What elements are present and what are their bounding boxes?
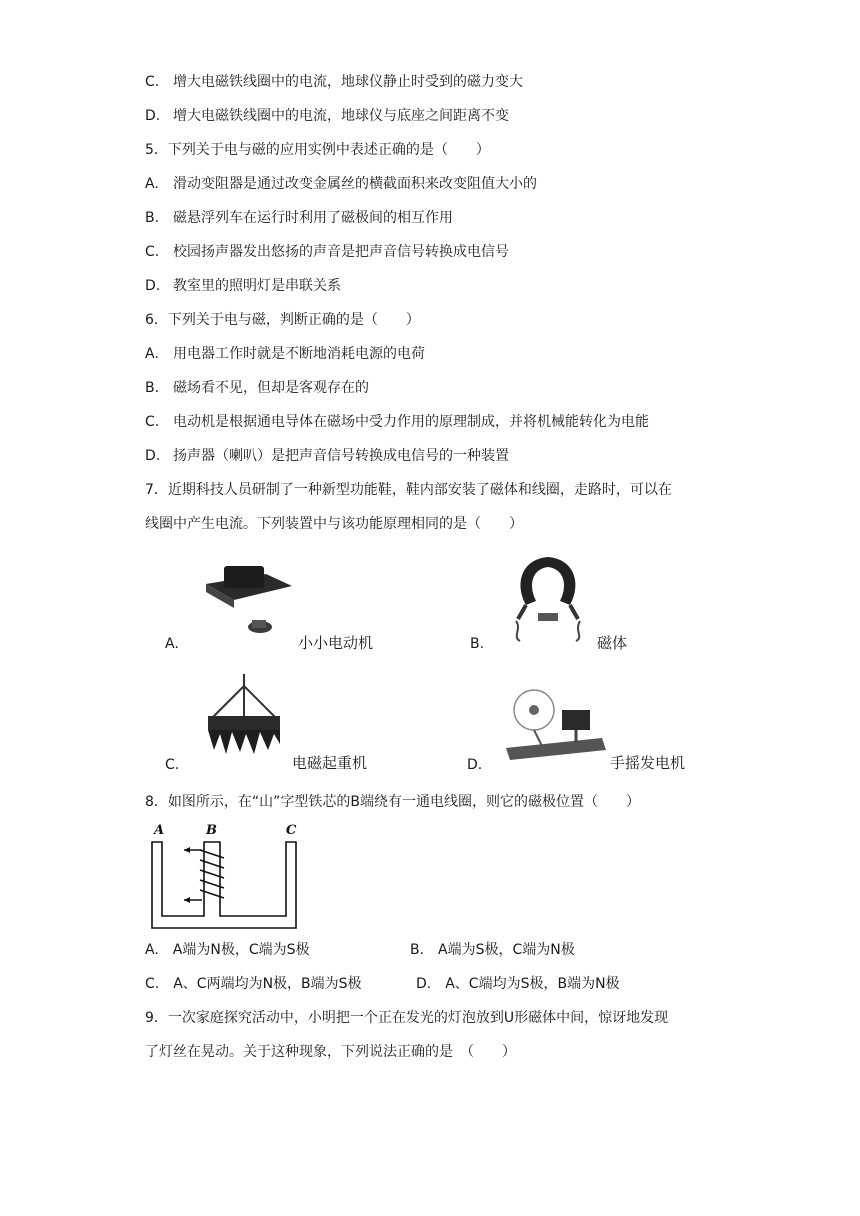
q9-stem-line2: 了灯丝在晃动。关于这种现象，下列说法正确的是 （ ） [145, 1044, 516, 1060]
q7-choice-b-caption: 磁体 [597, 634, 628, 652]
q8-option-d: D. A、C端均为S极，B端为N极 [416, 976, 620, 992]
q7-choice-a-letter: A. [165, 636, 179, 652]
e-shaped-core-diagram [140, 820, 310, 932]
q6-option-b: B. 磁场看不见，但却是客观存在的 [145, 380, 369, 396]
generator-image [502, 686, 608, 766]
q7-stem-line1: 7．近期科技人员研制了一种新型功能鞋，鞋内部安装了磁体和线圈，走路时，可以在 [145, 482, 672, 498]
q4-option-c: C. 增大电磁铁线圈中的电流，地球仪静止时受到的磁力变大 [145, 74, 523, 90]
crane-image [200, 670, 288, 762]
q7-choice-a-caption: 小小电动机 [298, 634, 374, 652]
label-c: C [286, 823, 297, 838]
q8-stem: 8．如图所示，在“山”字型铁芯的B端绕有一通电线圈，则它的磁极位置（ ） [145, 794, 641, 810]
q6-option-d: D. 扬声器（喇叭）是把声音信号转换成电信号的一种装置 [145, 448, 509, 464]
q7-choice-d-letter: D. [467, 757, 483, 773]
q7-choice-d-caption: 手摇发电机 [610, 754, 686, 772]
q7-choice-c-caption: 电磁起重机 [292, 754, 368, 772]
q5-option-b: B. 磁悬浮列车在运行时利用了磁极间的相互作用 [145, 210, 453, 226]
q5-option-a: A. 滑动变阻器是通过改变金属丝的横截面积来改变阻值大小的 [145, 176, 537, 192]
q5-option-c: C. 校园扬声器发出悠扬的声音是把声音信号转换成电信号 [145, 244, 509, 260]
q9-stem-line1: 9．一次家庭探究活动中，小明把一个正在发光的灯泡放到U形磁体中间，惊讶地发现 [145, 1010, 669, 1026]
q8-option-b: B. A端为S极，C端为N极 [410, 942, 575, 958]
q8-option-a: A. A端为N极，C端为S极 [145, 942, 310, 958]
q5-option-d: D. 教室里的照明灯是串联关系 [145, 278, 341, 294]
label-b: B [206, 823, 217, 838]
q8-option-c: C. A、C两端均为N极，B端为S极 [145, 976, 362, 992]
q5-stem: 5．下列关于电与磁的应用实例中表述正确的是（ ） [145, 142, 490, 158]
q4-option-d: D. 增大电磁铁线圈中的电流，地球仪与底座之间距离不变 [145, 108, 509, 124]
label-a: A [154, 823, 165, 838]
q6-option-a: A. 用电器工作时就是不断地消耗电源的电荷 [145, 346, 425, 362]
q7-choice-b-letter: B. [470, 636, 485, 652]
q7-choice-c-letter: C. [165, 757, 180, 773]
q6-option-c: C. 电动机是根据通电导体在磁场中受力作用的原理制成，并将机械能转化为电能 [145, 414, 649, 430]
motor-image [196, 556, 296, 646]
magnet-image [508, 553, 588, 645]
q6-stem: 6．下列关于电与磁，判断正确的是（ ） [145, 312, 420, 328]
q7-stem-line2: 线圈中产生电流。下列装置中与该功能原理相同的是（ ） [145, 516, 523, 532]
